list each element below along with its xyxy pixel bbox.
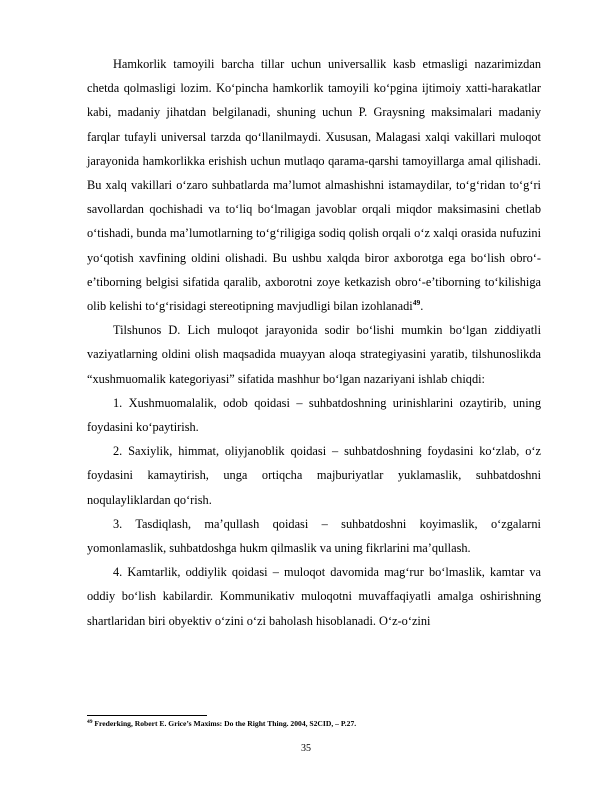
footnote — [87, 718, 541, 729]
footnote-reference[interactable]: 49 — [412, 298, 421, 308]
paragraph-text: Hamkorlik tamoyili barcha tillar uchun universallik kasb etmasligi nazarimizdan chetda qolmasligi lozim. Ko‘pincha hamkorlik tamoyili ko‘pgina ijtimoiy xatti-harakatlar kabi, madaniy jihatdan belgilanadi, shuning uchun P. Graysning maksimalari madaniy farqlar tufayli universal tarzda qo‘llanilmaydi. Xususan, Malagasi xalqi vakillari muloqot jarayonida hamkorlikka erishish uchun mutlaqo qarama-qarshi tamoyillarga amal qilishadi. Bu xalq vakillari o‘zaro suhbatlarda ma’lumot almashishni istamaydilar, to‘g‘ridan to‘g‘ri savollardan qochishadi va to‘liq bo‘lmagan javoblar orqali miqdor maksimasini chetlab o‘tishadi, bunda ma’lumotlarning to‘g‘riligiga sodiq qolish orqali o‘z xalqi orasida nufuzini yo‘qotish xavfining oldini olishadi. Bu ushbu xalqda biror axborotga ega bo‘lish obro‘-e’tiborning belgisi sifatida qaralib, axborotni zoye ketkazish obro‘-e’tiborning to‘kilishiga olib kelishi to‘g‘risidagi stereotipning mavjudligi bilan izohlanadi — [87, 57, 541, 314]
footnote-number: 49 — [87, 719, 93, 725]
footnote-text: Frederking, Robert E. Grice’s Maxims: Do the Right Thing. 2004, S2CID, – P.27. — [94, 719, 357, 728]
paragraph-cooperation-principle: Hamkorlik tamoyili barcha tillar uchun universallik kasb etmasligi nazarimizdan chetda qolmasligi lozim. Ko‘pincha hamkorlik tamoyili ko‘pgina ijtimoiy xatti-harakatlar kabi, madaniy jihatdan belgilanadi, shuning uchun P. Graysning maksimalari madaniy farqlar tufayli universal tarzda qo‘llanilmaydi. Xususan, Malagasi xalqi vakillari muloqot jarayonida hamkorlikka erishish uchun mutlaqo qarama-qarshi tamoyillarga amal qilishadi. Bu xalq vakillari o‘zaro suhbatlarda ma’lumot almashishni istamaydilar, to‘g‘ridan to‘g‘ri savollardan qochishadi va to‘liq bo‘lmagan javoblar orqali miqdor maksimasini chetlab o‘tishadi, bunda ma’lumotlarning to‘g‘riligiga sodiq qolish orqali o‘z xalqi orasida nufuzini yo‘qotish xavfining oldini olishadi. Bu ushbu xalqda biror axborotga ega bo‘lish obro‘-e’tiborning belgisi sifatida qaralib, axborotni zoye ketkazish obro‘-e’tiborning to‘kilishiga olib kelishi to‘g‘risidagi stereotipning mavjudligi bilan izohlanadi$^{49}$. — [87, 57, 541, 314]
list-item-approbation-maxim: 3. Tasdiqlash, ma’qullash qoidasi – suhbatdoshni koyimaslik, o‘zgalarni yomonlamaslik, suhbatdoshga hukm qilmaslik va uning fikrlarini ma’qullash. — [87, 516, 541, 556]
list-item-tact-maxim: 1. Xushmuomalalik, odob qoidasi – suhbatdoshning urinishlarini ozaytirib, uning foydasini ko‘paytirish. — [87, 395, 541, 435]
list-item-generosity-maxim: 2. Saxiylik, himmat, oliyjanoblik qoidasi – suhbatdoshning foydasini ko‘zlab, o‘z foydasini kamaytirish, unga ortiqcha majburiyatlar yuklamaslik, suhbatdoshni noqulayliklardan qo‘rish. — [87, 444, 541, 507]
list-item-modesty-maxim: 4. Kamtarlik, oddiylik qoidasi – muloqot davomida mag‘rur bo‘lmaslik, kamtar va oddiy bo‘lish kabilardir. Kommunikativ muloqotni muvaffaqiyatli amalga oshirishning shartlaridan biri obyektiv o‘zini o‘zi baholash hisoblanadi. O‘z-o‘zini — [87, 565, 541, 628]
page-number: 35 — [301, 743, 311, 754]
paragraph-leech-theory: Tilshunos D. Lich muloqot jarayonida sodir bo‘lishi mumkin bo‘lgan ziddiyatli vaziyatlarning oldini olish maqsadida muayyan aloqa strategiyasini yaratib, tilshunoslikda “xushmuomalik kategoriyasi” sifatida mashhur bo‘lgan nazariyani ishlab chiqdi: — [87, 323, 541, 386]
footnote-separator — [87, 715, 207, 716]
page-body — [87, 52, 541, 633]
